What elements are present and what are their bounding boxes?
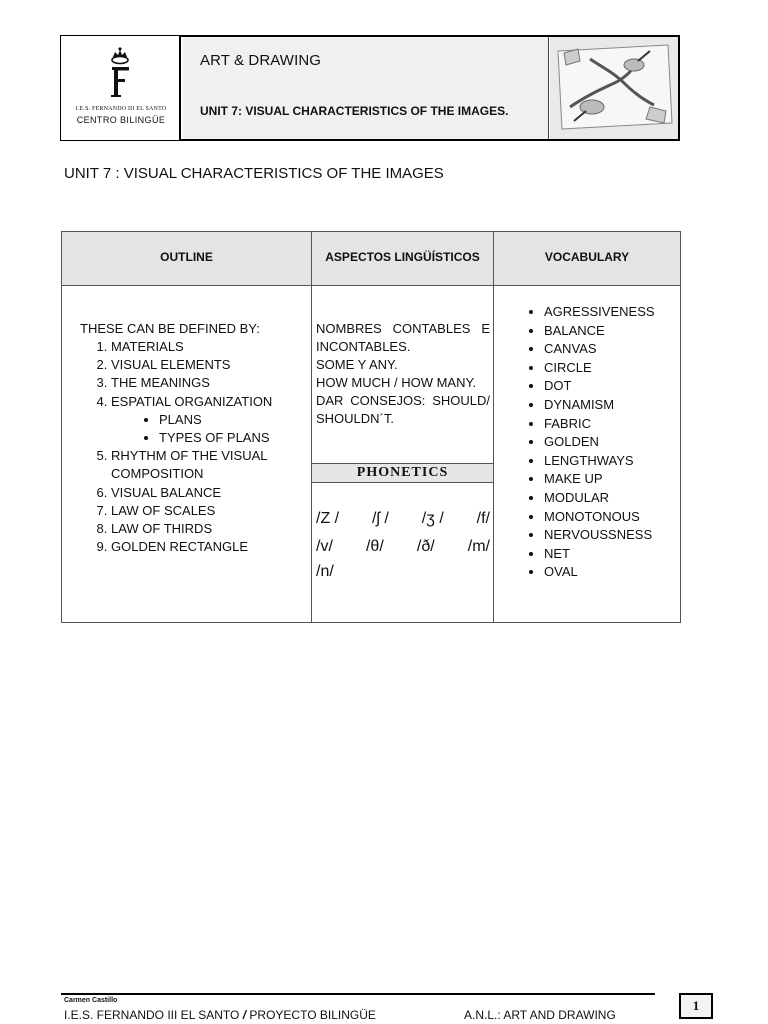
outline-sublist bbox=[111, 411, 331, 447]
page-number: 1 bbox=[679, 993, 713, 1019]
list-item: • PLANS bbox=[159, 411, 331, 429]
phoneme: /θ/ bbox=[365, 538, 384, 555]
phoneme: /ð/ bbox=[416, 538, 435, 555]
phoneme: /ʃ / bbox=[371, 510, 389, 527]
drawing-hands-image bbox=[550, 37, 678, 139]
aspectos-line: SOME Y ANY. bbox=[316, 357, 398, 372]
outline-list bbox=[80, 338, 331, 556]
phonetics-row-2 bbox=[316, 538, 490, 556]
list-item: 9. GOLDEN RECTANGLE bbox=[111, 538, 331, 556]
list-item: • TYPES OF PLANS bbox=[159, 429, 331, 447]
list-item: 1. MATERIALS bbox=[111, 338, 331, 356]
footer-project: PROYECTO BILINGÜE bbox=[249, 1008, 376, 1022]
phoneme: /v/ bbox=[316, 538, 333, 555]
phonetics-bottom-divider bbox=[312, 482, 493, 483]
logo-institution-text: I.E.S. FERNANDO III EL SANTO bbox=[75, 106, 167, 112]
list-item: 3. THE MEANINGS bbox=[111, 374, 331, 392]
list-item: • NERVOUSSNESS bbox=[544, 526, 655, 545]
list-item: • NET bbox=[544, 545, 655, 564]
footer-separator: / bbox=[242, 1008, 247, 1022]
phoneme: /n/ bbox=[316, 563, 334, 580]
list-item bbox=[111, 393, 331, 448]
header-aspectos: ASPECTOS LINGÜÍSTICOS bbox=[325, 250, 480, 264]
phonetics-row-1 bbox=[316, 510, 490, 528]
list-item: • DYNAMISM bbox=[544, 396, 655, 415]
list-item: • LENGTHWAYS bbox=[544, 452, 655, 471]
aspectos-line: DAR CONSEJOS: SHOULD/ bbox=[316, 393, 490, 408]
list-item: • OVAL bbox=[544, 563, 655, 582]
footer-rule bbox=[61, 993, 655, 995]
list-item: 7. LAW OF SCALES bbox=[111, 502, 331, 520]
footer-right: A.N.L.: ART AND DRAWING bbox=[464, 1008, 616, 1022]
list-item: • CANVAS bbox=[544, 340, 655, 359]
aspectos-line: NOMBRES CONTABLES E bbox=[316, 321, 490, 336]
aspectos-line: HOW MUCH / HOW MANY. bbox=[316, 375, 477, 390]
phonetics-row-3 bbox=[316, 563, 490, 581]
unit-title: UNIT 7: VISUAL CHARACTERISTICS OF THE IMAGES. bbox=[200, 104, 509, 118]
aspectos-line: INCONTABLES. bbox=[316, 339, 411, 354]
phoneme: /Z / bbox=[316, 510, 340, 527]
aspectos-line: SHOULDN´T. bbox=[316, 411, 395, 426]
list-item: • MONOTONOUS bbox=[544, 508, 655, 527]
table-header-divider bbox=[61, 285, 681, 286]
header-outline: OUTLINE bbox=[160, 250, 213, 264]
phonetics-title: PHONETICS bbox=[356, 465, 449, 480]
list-item: • GOLDEN bbox=[544, 433, 655, 452]
list-item: 2. VISUAL ELEMENTS bbox=[111, 356, 331, 374]
logo-center-text: CENTRO BILINGÜE bbox=[76, 115, 166, 125]
phoneme: /m/ bbox=[467, 538, 490, 555]
list-item: • FABRIC bbox=[544, 415, 655, 434]
list-item: • DOT bbox=[544, 377, 655, 396]
list-item: • CIRCLE bbox=[544, 359, 655, 378]
vocabulary-list bbox=[516, 303, 655, 582]
list-item: • MODULAR bbox=[544, 489, 655, 508]
subject-title: ART & DRAWING bbox=[200, 52, 322, 69]
footer-school: I.E.S. FERNANDO III EL SANTO bbox=[64, 1008, 240, 1022]
list-item-label: ESPATIAL ORGANIZATION bbox=[111, 393, 273, 409]
header-vocabulary: VOCABULARY bbox=[544, 250, 630, 264]
list-item: • BALANCE bbox=[544, 322, 655, 341]
page-heading: UNIT 7 : VISUAL CHARACTERISTICS OF THE IMAGES bbox=[64, 165, 444, 182]
outline-intro: THESE CAN BE DEFINED BY: bbox=[80, 321, 260, 336]
phoneme: /ʒ / bbox=[421, 510, 444, 527]
aspectos-text bbox=[316, 320, 490, 428]
footer-left bbox=[64, 1008, 376, 1022]
phoneme: /f/ bbox=[476, 510, 490, 527]
list-item: • AGRESSIVENESS bbox=[544, 303, 655, 322]
list-item: • MAKE UP bbox=[544, 470, 655, 489]
list-item: 6. VISUAL BALANCE bbox=[111, 484, 331, 502]
table-col-divider-2 bbox=[493, 231, 494, 623]
author-name: Carmen Castillo bbox=[64, 997, 118, 1004]
list-item: 8. LAW OF THIRDS bbox=[111, 520, 331, 538]
list-item: 5. RHYTHM OF THE VISUAL COMPOSITION bbox=[111, 447, 331, 483]
